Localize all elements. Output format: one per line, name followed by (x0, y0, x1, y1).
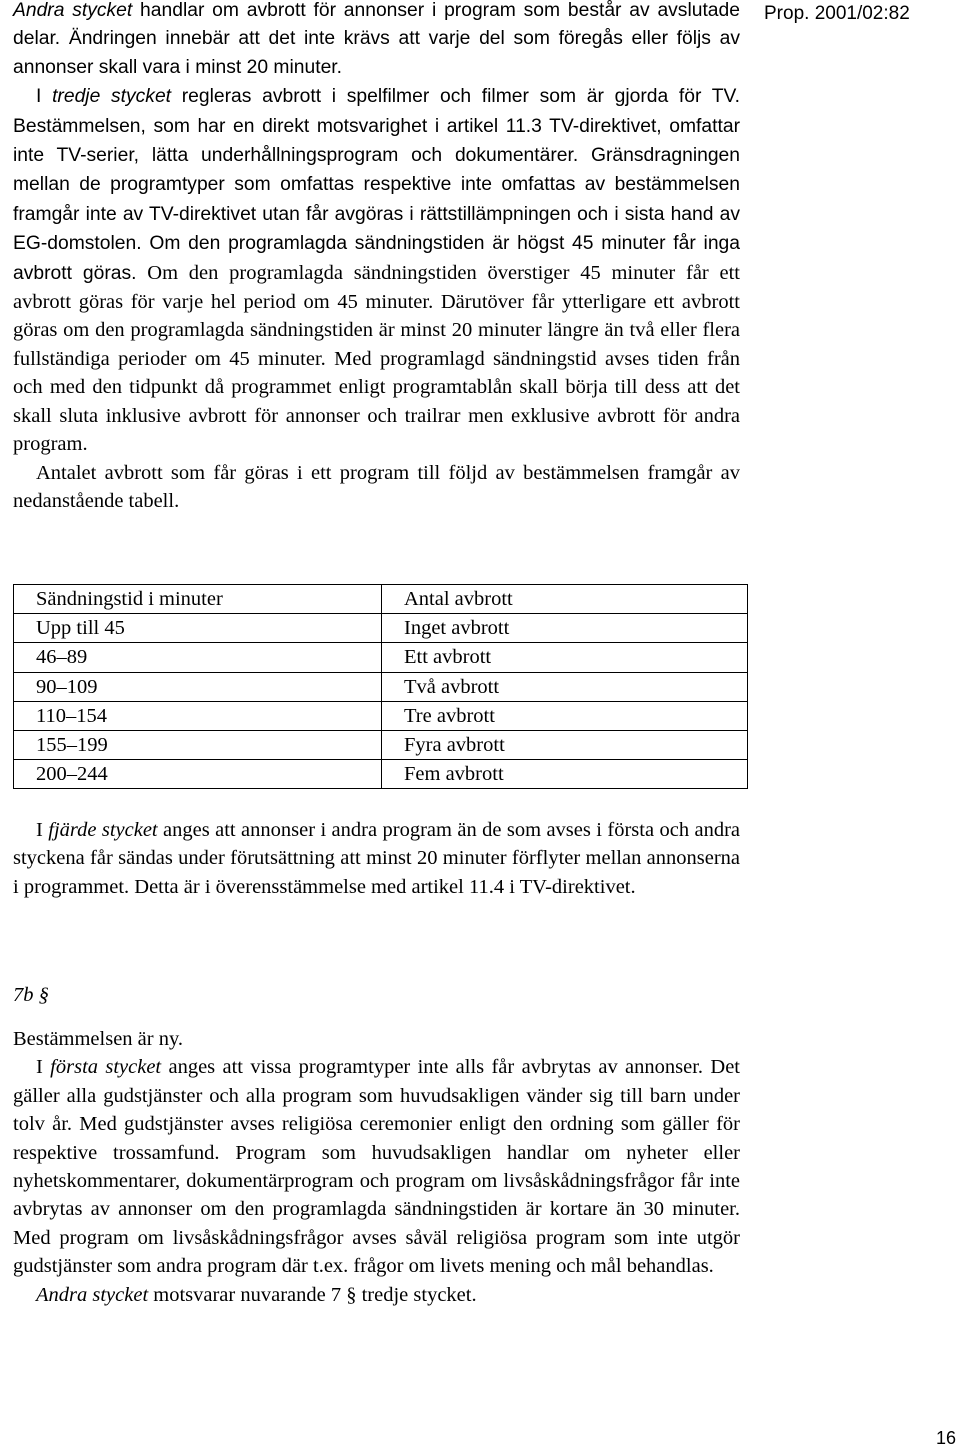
table-cell: 46–89 (14, 643, 382, 672)
table-cell: Fyra avbrott (382, 730, 748, 759)
table-cell: Inget avbrott (382, 614, 748, 643)
breaks-table-container (13, 584, 748, 789)
table-cell: Ett avbrott (382, 643, 748, 672)
paragraph-text: Om den programlagda sändningstiden är högst 45 minuter får inga avbrott göras. (13, 233, 740, 284)
section-heading (13, 981, 49, 1009)
upper-text-block (13, 0, 740, 515)
table-row (14, 614, 748, 643)
table-cell: 155–199 (14, 730, 382, 759)
paragraph-prefix: I (36, 819, 49, 841)
proposition-reference: Prop. 2001/02:82 (764, 3, 910, 24)
paragraph-text: motsvarar nuvarande 7 § tredje stycket. (148, 1283, 477, 1306)
paragraph-antalet-avbrott: Antalet avbrott som får göras i ett program till följd av bestämmelsen framgår av nedanstående tabell. (13, 461, 740, 512)
table-row (14, 730, 748, 759)
table-cell: Fem avbrott (382, 760, 748, 789)
paragraph-text: regleras avbrott i spelfilmer och filmer som är gjorda för TV. Bestämmelsen, som har en direkt motsvarighet i artikel 11.3 TV-direktivet, omfattar inte TV-serier, lätta underhållningsprogram och dokumentärer. (13, 86, 741, 167)
table-cell: Tre avbrott (382, 701, 748, 730)
breaks-table (13, 584, 748, 789)
table-cell: 200–244 (14, 760, 382, 789)
table-row (14, 760, 748, 789)
italic-term: första stycket (50, 1056, 162, 1079)
table-header-cell: Antal avbrott (382, 585, 748, 614)
italic-term: Andra stycket (13, 0, 133, 21)
paragraph-andra-stycket-7b (13, 1281, 740, 1309)
italic-term: tredje stycket (52, 86, 172, 108)
table-cell: 90–109 (14, 672, 382, 701)
table-cell: Upp till 45 (14, 614, 382, 643)
table-row (14, 672, 748, 701)
italic-term: Andra stycket (36, 1283, 149, 1306)
paragraph-text: Om den programlagda sändningstiden överstiger 45 minuter får ett avbrott göras för varje hel period om 45 minuter. Därutöver får ytterligare ett avbrott göras om den programlagda sändningstiden är minst 20 minuter längre än två eller flera fullständiga perioder om 45 minuter. Med programlagd sändningstid avses tiden från och med den tidpunkt då programmet enligt programtablån skall börja till dess att det skall sluta inklusive avbrott för annonser och trailrar men exklusive avbrott för andra program. (13, 261, 741, 456)
lower-text-block (13, 1025, 740, 1309)
paragraph-text: handlar om avbrott för annonser i program som består av avslutade delar. Ändringen innebär att det inte krävs att varje del som föregås eller följs av annonser skall vara i minst 20 minuter. (13, 0, 740, 78)
paragraph-text: anges att annonser i andra program än de som avses i första och andra styckena får sändas under förutsättning att minst 20 minuter förflyter mellan annonserna i programmet. Detta är i överensstämmelse med artikel 11.4 i TV-direktivet. (13, 819, 741, 898)
middle-text-block (13, 816, 740, 901)
table-row (14, 643, 748, 672)
page-number: 16 (936, 1428, 957, 1448)
paragraph-ny-bestammelse: Bestämmelsen är ny. (13, 1028, 184, 1050)
table-cell: 110–154 (14, 701, 382, 730)
italic-term: fjärde stycket (48, 819, 158, 841)
paragraph-andra-stycket (13, 0, 740, 82)
paragraph-prefix: I (36, 1056, 51, 1079)
paragraph-fjarde-stycket (13, 816, 740, 901)
paragraph-tredje-stycket (13, 82, 740, 458)
paragraph-text: anges att vissa programtyper inte alls får avbrytas av annonser. Det gäller alla gudstjänster och alla program som huvudsakligen vänder sig till barn under tolv år. Med gudstjänster avses religiösa ceremonier enligt den ordning som gäller för respektive trossamfund. Program som huvudsakligen handlar om nyheter eller nyhetskommentarer, dokumentärprogram och program om livsåskådningsfrågor får inte avbrytas av annonser om den programlagda sändningstiden är kortare än 30 minuter. Med program om livsåskådningsfrågor avses såväl religiösa program som inte utgör gudstjänster som andra program där t.ex. frågor om livets mening och mål behandlas. (13, 1056, 740, 1278)
paragraph-text: Gränsdragningen mellan de programtyper som omfattas respektive inte omfattas av bestämmelsen framgår inte av TV-direktivet utan får avgöras i rättstillämpningen och i sista hand av EG-domstolen. (13, 145, 741, 255)
table-cell: Två avbrott (382, 672, 748, 701)
paragraph-prefix: I (36, 86, 53, 108)
table-row (14, 701, 748, 730)
paragraph-forsta-stycket (13, 1053, 740, 1280)
table-header-cell: Sändningstid i minuter (14, 585, 382, 614)
table-header-row (14, 585, 748, 614)
section-heading-text: 7b § (13, 984, 49, 1006)
